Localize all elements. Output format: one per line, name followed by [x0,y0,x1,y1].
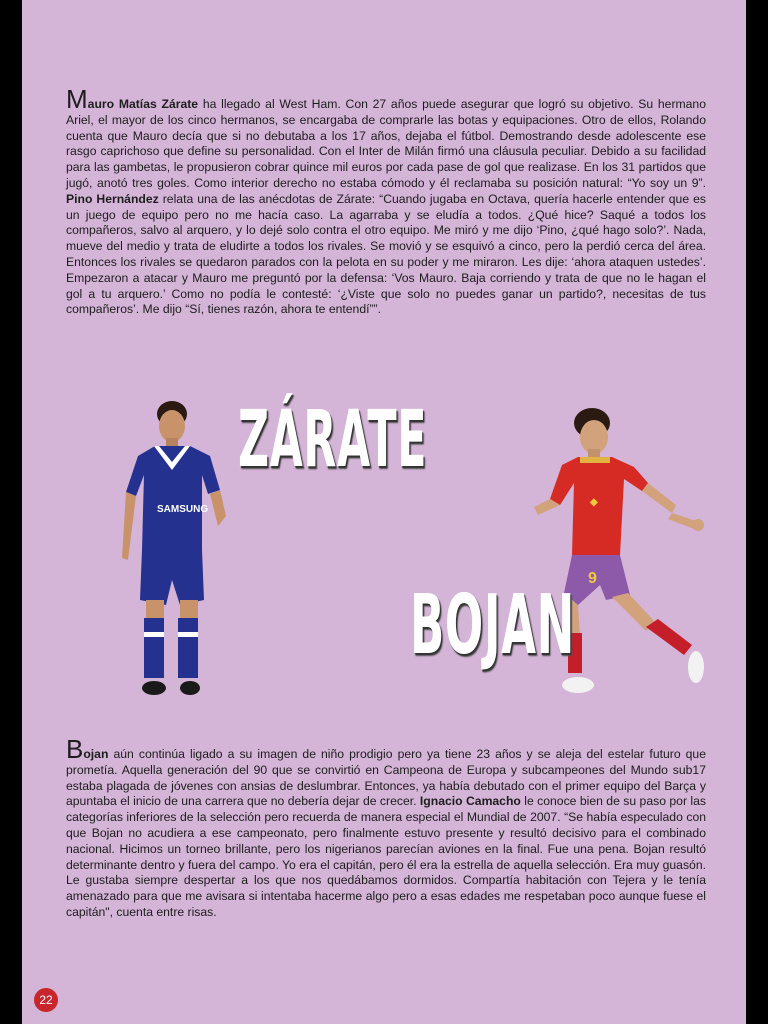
bojan-paragraph [66,734,706,921]
title-zarate: ZÁRATE [238,395,428,485]
title-bojan: BOJAN [410,578,575,673]
player-name: ojan [83,747,109,761]
quoted-person: Ignacio Camacho [419,794,521,809]
magazine-page [22,0,746,1024]
paragraph-text: aún continúa ligado a su imagen de niño prodigio pero ya tiene 23 años y se aleja del estelar futuro que prometía. Aquella generación del 90 que se convirtió en Campeona de Europa y subcampeones del Mundo sub17 estaba plagada de jóvenes con ansias de deslumbrar. Entonces, ya había debutado con el primer equipo del Barça y apuntaba el inicio de una carrera que no debería dejar de crecer. [66,747,706,809]
player-name: auro Matías Zárate [87,97,199,111]
shorts-number: 9 [588,570,597,587]
drop-cap: M [66,84,88,114]
paragraph-text: relata una de las anécdotas de Zárate: “Cuando jugaba en Octava, quería hacerle entender que es un juego de equipo pero no me hacía caso. La agarraba y se eludía a todos. ¿Qué hice? Saqué a todos los compañeros, salvo al arquero, y lo dejé solo contra el otro equipo. Me miró y me dijo ‘Pino, ¿qué hago solo?’. Nada, mueve del medio y trata de eludirte a todos los rivales. Se movió y se esquivó a cinco, pero la perdió cerca del área. Entonces los rivales se quedaron parados con la pelota en su poder y me miraron. Les dije: ‘ahora ataquen ustedes’. Empezaron a atacar y Mauro me preguntó por la defensa: ‘Vos Mauro. Baja corriendo y trata de que no le hagan el gol a tu arquero.’ Como no podía le contesté: ‘¿Viste que solo no puedes ganar un partido?, necesitas de tus compañeros’. Me dijo “Sí, tienes razón, ahora te entendí””. [66,191,706,317]
drop-cap: B [66,734,84,764]
quoted-person: Pino Hernández [66,191,159,206]
shirt-crest: ◆ [590,497,598,508]
zarate-player-image [110,400,240,700]
zarate-paragraph [66,84,706,318]
paragraph-text: ha llegado al West Ham. Con 27 años puede asegurar que logró su objetivo. Su hermano Ariel, el mayor de los cinco hermanos, se encargaba de comprarle las botas y equipaciones. Otro de ellos, Rolando cuenta que Mauro decía que si no debutaba a los 17 años, dejaba el fútbol. Demostrando desde adolescente ese rasgo caprichoso que define su personalidad. Con el Inter de Milán firmó una cláusula peculiar. Debido a su facilidad para las gambetas, le propusieron cobrar quince mil euros por cada pase de gol que realizase. En los 31 partidos que jugó, anotó tres goles. Como interior derecho no estaba cómodo y él reclamaba su posición natural: “Yo soy un 9”. [66,97,706,190]
page-number-badge: 22 [34,988,58,1012]
paragraph-text: le conoce bien de su paso por las categorías inferiores de la selección pero recuerda de manera especial el Mundial de 2007. “Se había especulado con que Bojan no acudiera a ese campeonato, pero finalmente estuvo presente y resultó decisivo para el combinado nacional. Hicimos un torneo brillante, pero los nigerianos parecían aviones en la final. Fue una pena. Bojan resultó determinante dentro y fuera del campo. Yo era el capitán, pero él era la estrella de aquella selección. Era muy guasón. Le gustaba siempre despertar a los que nos quedábamos dormidos. Compartía habitación con Tejera y le tenía amenazado para que me avisara si intentaba hacerme algo pero a esas edades me respetaban poco aunque fuese el capitán", cuenta entre risas. [66,794,706,919]
shirt-sponsor: SAMSUNG [157,504,209,515]
